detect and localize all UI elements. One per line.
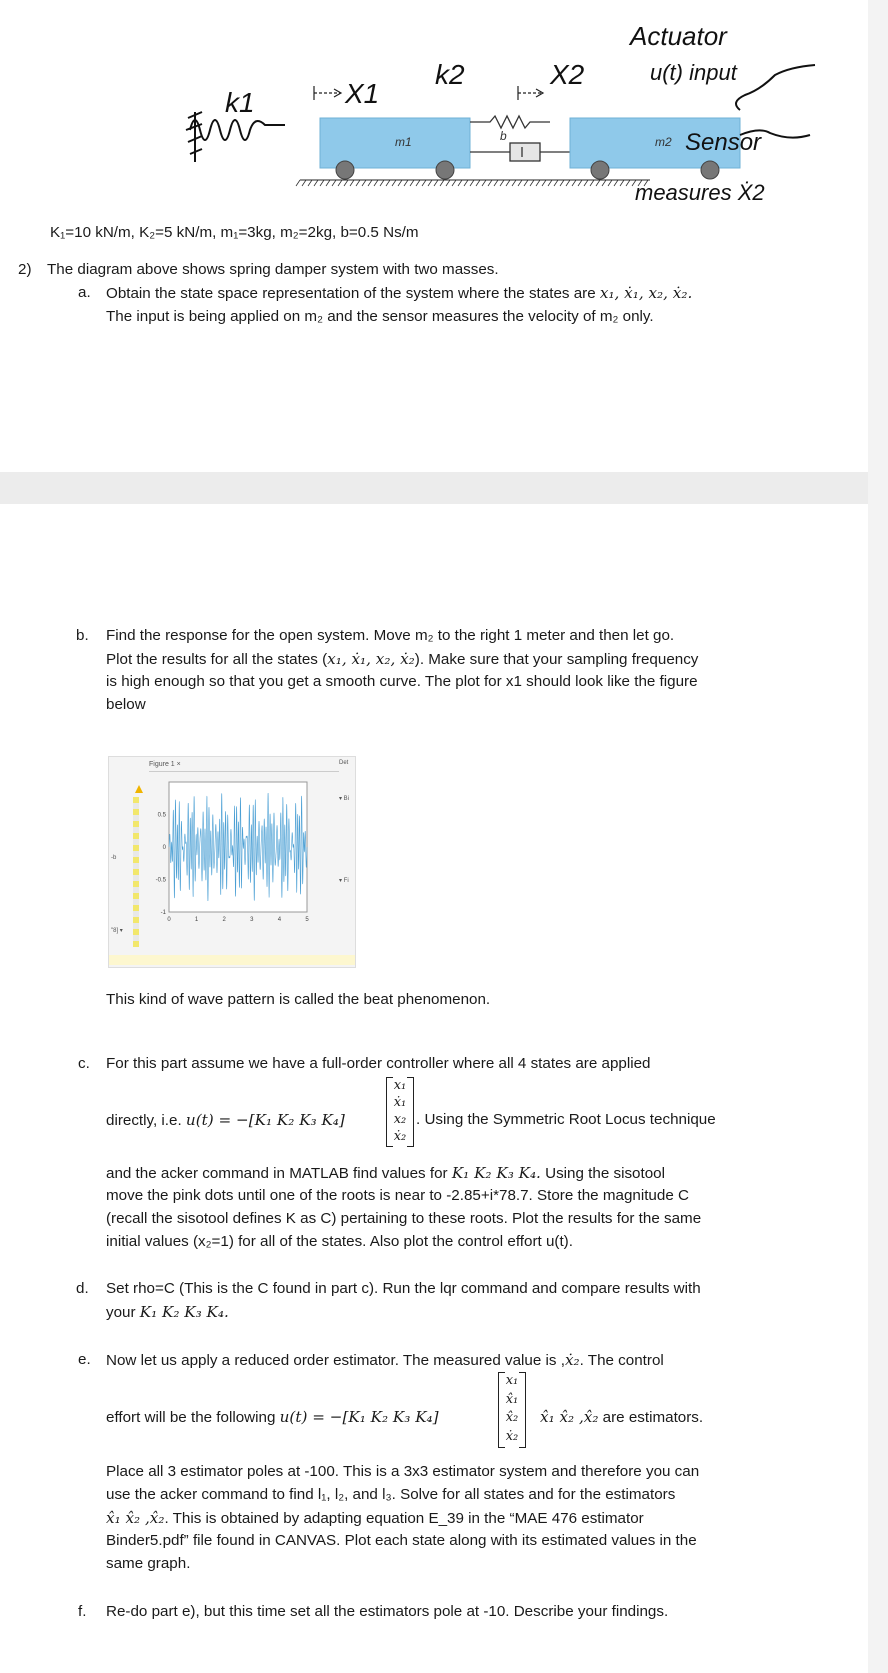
page-break: [0, 472, 888, 504]
hatch-mark: [470, 180, 474, 186]
label-input: u(t) input: [650, 60, 737, 85]
x-tick-label: 4: [277, 917, 282, 923]
vector-entry: ẋ₁: [393, 1095, 407, 1110]
hatch-mark: [578, 180, 582, 186]
part-b-line-4: below: [106, 696, 146, 713]
hatch-mark: [374, 180, 378, 186]
hatch-mark: [446, 180, 450, 186]
hatch-mark: [476, 180, 480, 186]
vector-entry: ẋ₂: [393, 1129, 407, 1144]
document-page-2: [0, 504, 868, 1673]
damper-label: b: [500, 129, 507, 143]
part-d-line-2: [106, 1301, 229, 1325]
hatch-mark: [386, 180, 390, 186]
hatch-mark: [524, 180, 528, 186]
y-tick-label: 0.5: [157, 812, 166, 819]
part-e-line-2: [106, 1406, 439, 1430]
part-c-line-5: (recall the sisotool defines K as C) pertaining to these roots. Plot the results for the same: [106, 1210, 702, 1227]
wheel: [336, 161, 354, 179]
part-c-marker: c.: [78, 1055, 90, 1072]
part-c-line-4: move the pink dots until one of the roots is near to -2.85+i*78.7. Store the magnitude C: [106, 1187, 689, 1204]
part-e-marker: e.: [78, 1351, 91, 1368]
hatch-mark: [404, 180, 408, 186]
part-e-estimators: x̂₁ x̂₂ ,x̂₂: [540, 1408, 599, 1426]
hatch-mark: [458, 180, 462, 186]
part-b-states: x₁, ẋ₁, x₂, ẋ₂: [327, 650, 415, 668]
part-b-text: ). Make sure that your sampling frequency: [414, 651, 699, 668]
hatch-mark: [356, 180, 360, 186]
hatch-mark: [572, 180, 576, 186]
part-a-marker: a.: [78, 284, 91, 301]
label-sensor: Sensor: [685, 129, 762, 156]
label-k1: k1: [225, 87, 255, 118]
part-a-line-2: The input is being applied on m₂ and the sensor measures the velocity of m₂ only.: [106, 308, 654, 325]
part-c-line-3: [106, 1162, 665, 1186]
part-d-gains: K₁ K₂ K₃ K₄.: [139, 1303, 229, 1321]
part-b-line-3: is high enough so that you get a smooth curve. The plot for x1 should look like the figure: [106, 673, 698, 690]
hatch-mark: [620, 180, 624, 186]
state-vector-c: [386, 1077, 414, 1147]
part-e-text: . The control: [579, 1352, 664, 1369]
wheel: [436, 161, 454, 179]
state-vector-e: [498, 1372, 526, 1448]
hatch-mark: [362, 180, 366, 186]
spring-damper-diagram: [170, 0, 850, 215]
x-tick-label: 0: [167, 917, 171, 923]
question-intro: The diagram above shows spring damper system with two masses.: [47, 261, 499, 278]
hatch-mark: [320, 180, 324, 186]
hatch-mark: [530, 180, 534, 186]
vector-entry: x̂₁: [505, 1391, 519, 1407]
part-d-line-1: Set rho=C (This is the C found in part c). Run the lqr command and compare results with: [106, 1280, 701, 1297]
hatch-mark: [608, 180, 612, 186]
hatch-mark: [368, 180, 372, 186]
hatch-mark: [308, 180, 312, 186]
hatch-mark: [392, 180, 396, 186]
part-b-text: Plot the results for all the states (: [106, 651, 328, 668]
actuator-lead: [736, 65, 815, 110]
hatch-mark: [566, 180, 570, 186]
part-e-line-5: [106, 1507, 644, 1531]
hatch-mark: [512, 180, 516, 186]
vector-entry: x₁: [505, 1373, 519, 1388]
mass-1-label: m1: [395, 135, 412, 149]
figure-tab[interactable]: Figure 1 ×: [149, 761, 181, 768]
part-c-gains: K₁ K₂ K₃ K₄.: [451, 1164, 541, 1182]
part-e-measured: ẋ₂: [564, 1351, 580, 1369]
workspace-label: -b: [111, 855, 117, 861]
details-item: ▾ Bi: [339, 796, 350, 802]
part-c-line-1: For this part assume we have a full-order controller where all 4 states are applied: [106, 1055, 651, 1072]
label-actuator: Actuator: [630, 21, 727, 51]
matlab-figure-screenshot: [108, 756, 356, 968]
hatch-mark: [500, 180, 504, 186]
part-e-line-1: [106, 1349, 664, 1373]
vector-entry: ẋ₂: [505, 1428, 519, 1444]
part-d-marker: d.: [76, 1280, 89, 1297]
hatch-mark: [422, 180, 426, 186]
hatch-mark: [614, 180, 618, 186]
part-b-marker: b.: [76, 627, 89, 644]
wheel: [591, 161, 609, 179]
part-c-text: Using the sisotool: [540, 1165, 665, 1182]
hatch-mark: [428, 180, 432, 186]
part-e-text: . This is obtained by adapting equation E_39 in the “MAE 476 estimator: [164, 1510, 644, 1527]
part-b-line-1: Find the response for the open system. Move m₂ to the right 1 meter and then let go.: [106, 627, 675, 644]
hatch-mark: [434, 180, 438, 186]
part-e-text: effort will be the following: [106, 1409, 280, 1426]
hatch-mark: [494, 180, 498, 186]
hatch-mark: [350, 180, 354, 186]
part-b-line-2: [106, 648, 698, 672]
hatch-mark: [344, 180, 348, 186]
details-label: Det: [339, 760, 349, 766]
document-page-1: [0, 0, 868, 472]
hatch-mark: [590, 180, 594, 186]
part-e-line-4: use the acker command to find l₁, l₂, and l₃. Solve for all states and for the estimators: [106, 1486, 676, 1503]
question-number: 2): [18, 261, 32, 278]
x-tick-label: 3: [250, 917, 254, 923]
workspace-label: "8] ▾: [111, 928, 123, 934]
hatch-mark: [596, 180, 600, 186]
hatch-mark: [584, 180, 588, 186]
part-e-control-law: u(t) = −[K₁ K₂ K₃ K₄]: [279, 1408, 439, 1426]
hatch-mark: [518, 180, 522, 186]
hatch-mark: [296, 180, 300, 186]
hatch-mark: [548, 180, 552, 186]
wall-spring-k1: [190, 120, 285, 140]
spring-k2: [470, 116, 550, 128]
part-e-line-2b: [540, 1406, 703, 1430]
part-a-states: x₁, ẋ₁, x₂, ẋ₂.: [599, 284, 693, 302]
part-e-line-7: same graph.: [106, 1555, 191, 1572]
details-item: ▾ Fi: [339, 878, 349, 884]
part-f-line-1: Re-do part e), but this time set all the estimators pole at -10. Describe your findings.: [106, 1603, 669, 1620]
hatch-mark: [488, 180, 492, 186]
y-tick-label: -0.5: [155, 877, 166, 884]
vector-entry: x₁: [393, 1078, 407, 1093]
hatch-mark: [482, 180, 486, 186]
label-x1: X1: [345, 78, 380, 109]
hatch-mark: [326, 180, 330, 186]
x-tick-label: 1: [194, 917, 199, 923]
hatch-mark: [452, 180, 456, 186]
hatch-mark: [542, 180, 546, 186]
viewer-scroll-gutter: [868, 0, 888, 1673]
part-c-line-2b: . Using the Symmetric Root Locus technique: [416, 1111, 716, 1128]
system-parameters: K₁=10 kN/m, K₂=5 kN/m, m₁=3kg, m₂=2kg, b=0.5 Ns/m: [50, 224, 419, 241]
hatch-mark: [314, 180, 318, 186]
hatch-mark: [440, 180, 444, 186]
hatch-mark: [554, 180, 558, 186]
part-e-text: Now let us apply a reduced order estimator. The measured value is ,: [106, 1352, 565, 1369]
label-measures: measures Ẋ2: [635, 180, 765, 205]
hatch-mark: [536, 180, 540, 186]
part-d-text: your: [106, 1304, 140, 1321]
x-tick-label: 2: [222, 917, 226, 923]
hatch-mark: [626, 180, 630, 186]
part-f-marker: f.: [78, 1603, 87, 1620]
label-x2: X2: [550, 59, 585, 90]
hatch-mark: [410, 180, 414, 186]
hatch-mark: [506, 180, 510, 186]
hatch-mark: [380, 180, 384, 186]
beat-plot: [109, 757, 355, 967]
x-tick-label: 5: [305, 917, 309, 923]
wheel: [701, 161, 719, 179]
part-c-text: and the acker command in MATLAB find values for: [106, 1165, 452, 1182]
label-k2: k2: [435, 59, 465, 90]
hatch-mark: [560, 180, 564, 186]
wall-scribble: [186, 112, 202, 162]
y-tick-label: -1: [160, 910, 166, 916]
damper-b: [470, 143, 570, 161]
part-e-text: are estimators.: [598, 1409, 704, 1426]
hatch-mark: [338, 180, 342, 186]
part-c-control-law: u(t) = −[K₁ K₂ K₃ K₄]: [185, 1111, 345, 1129]
part-c-text: directly, i.e.: [106, 1112, 186, 1129]
part-a-line-1: [106, 282, 692, 306]
part-b-caption: This kind of wave pattern is called the beat phenomenon.: [106, 991, 491, 1008]
part-e-line-6: Binder5.pdf” file found in CANVAS. Plot each state along with its estimated values in the: [106, 1532, 697, 1549]
hatch-mark: [332, 180, 336, 186]
part-c-line-2: [106, 1109, 345, 1133]
hatch-mark: [602, 180, 606, 186]
part-e-estimators: x̂₁ x̂₂ ,x̂₂: [106, 1509, 165, 1527]
vector-entry: x̂₂: [505, 1410, 519, 1425]
hatch-mark: [302, 180, 306, 186]
hatch-mark: [416, 180, 420, 186]
vector-entry: x₂: [393, 1112, 407, 1127]
hatch-mark: [464, 180, 468, 186]
mass-2-label: m2: [655, 135, 672, 149]
y-tick-label: 0: [162, 845, 166, 851]
part-e-line-3: Place all 3 estimator poles at -100. This is a 3x3 estimator system and therefore you can: [106, 1463, 700, 1480]
part-c-line-6: initial values (x₂=1) for all of the states. Also plot the control effort u(t).: [106, 1233, 573, 1250]
part-a-text: Obtain the state space representation of the system where the states are: [106, 285, 600, 302]
hatch-mark: [398, 180, 402, 186]
